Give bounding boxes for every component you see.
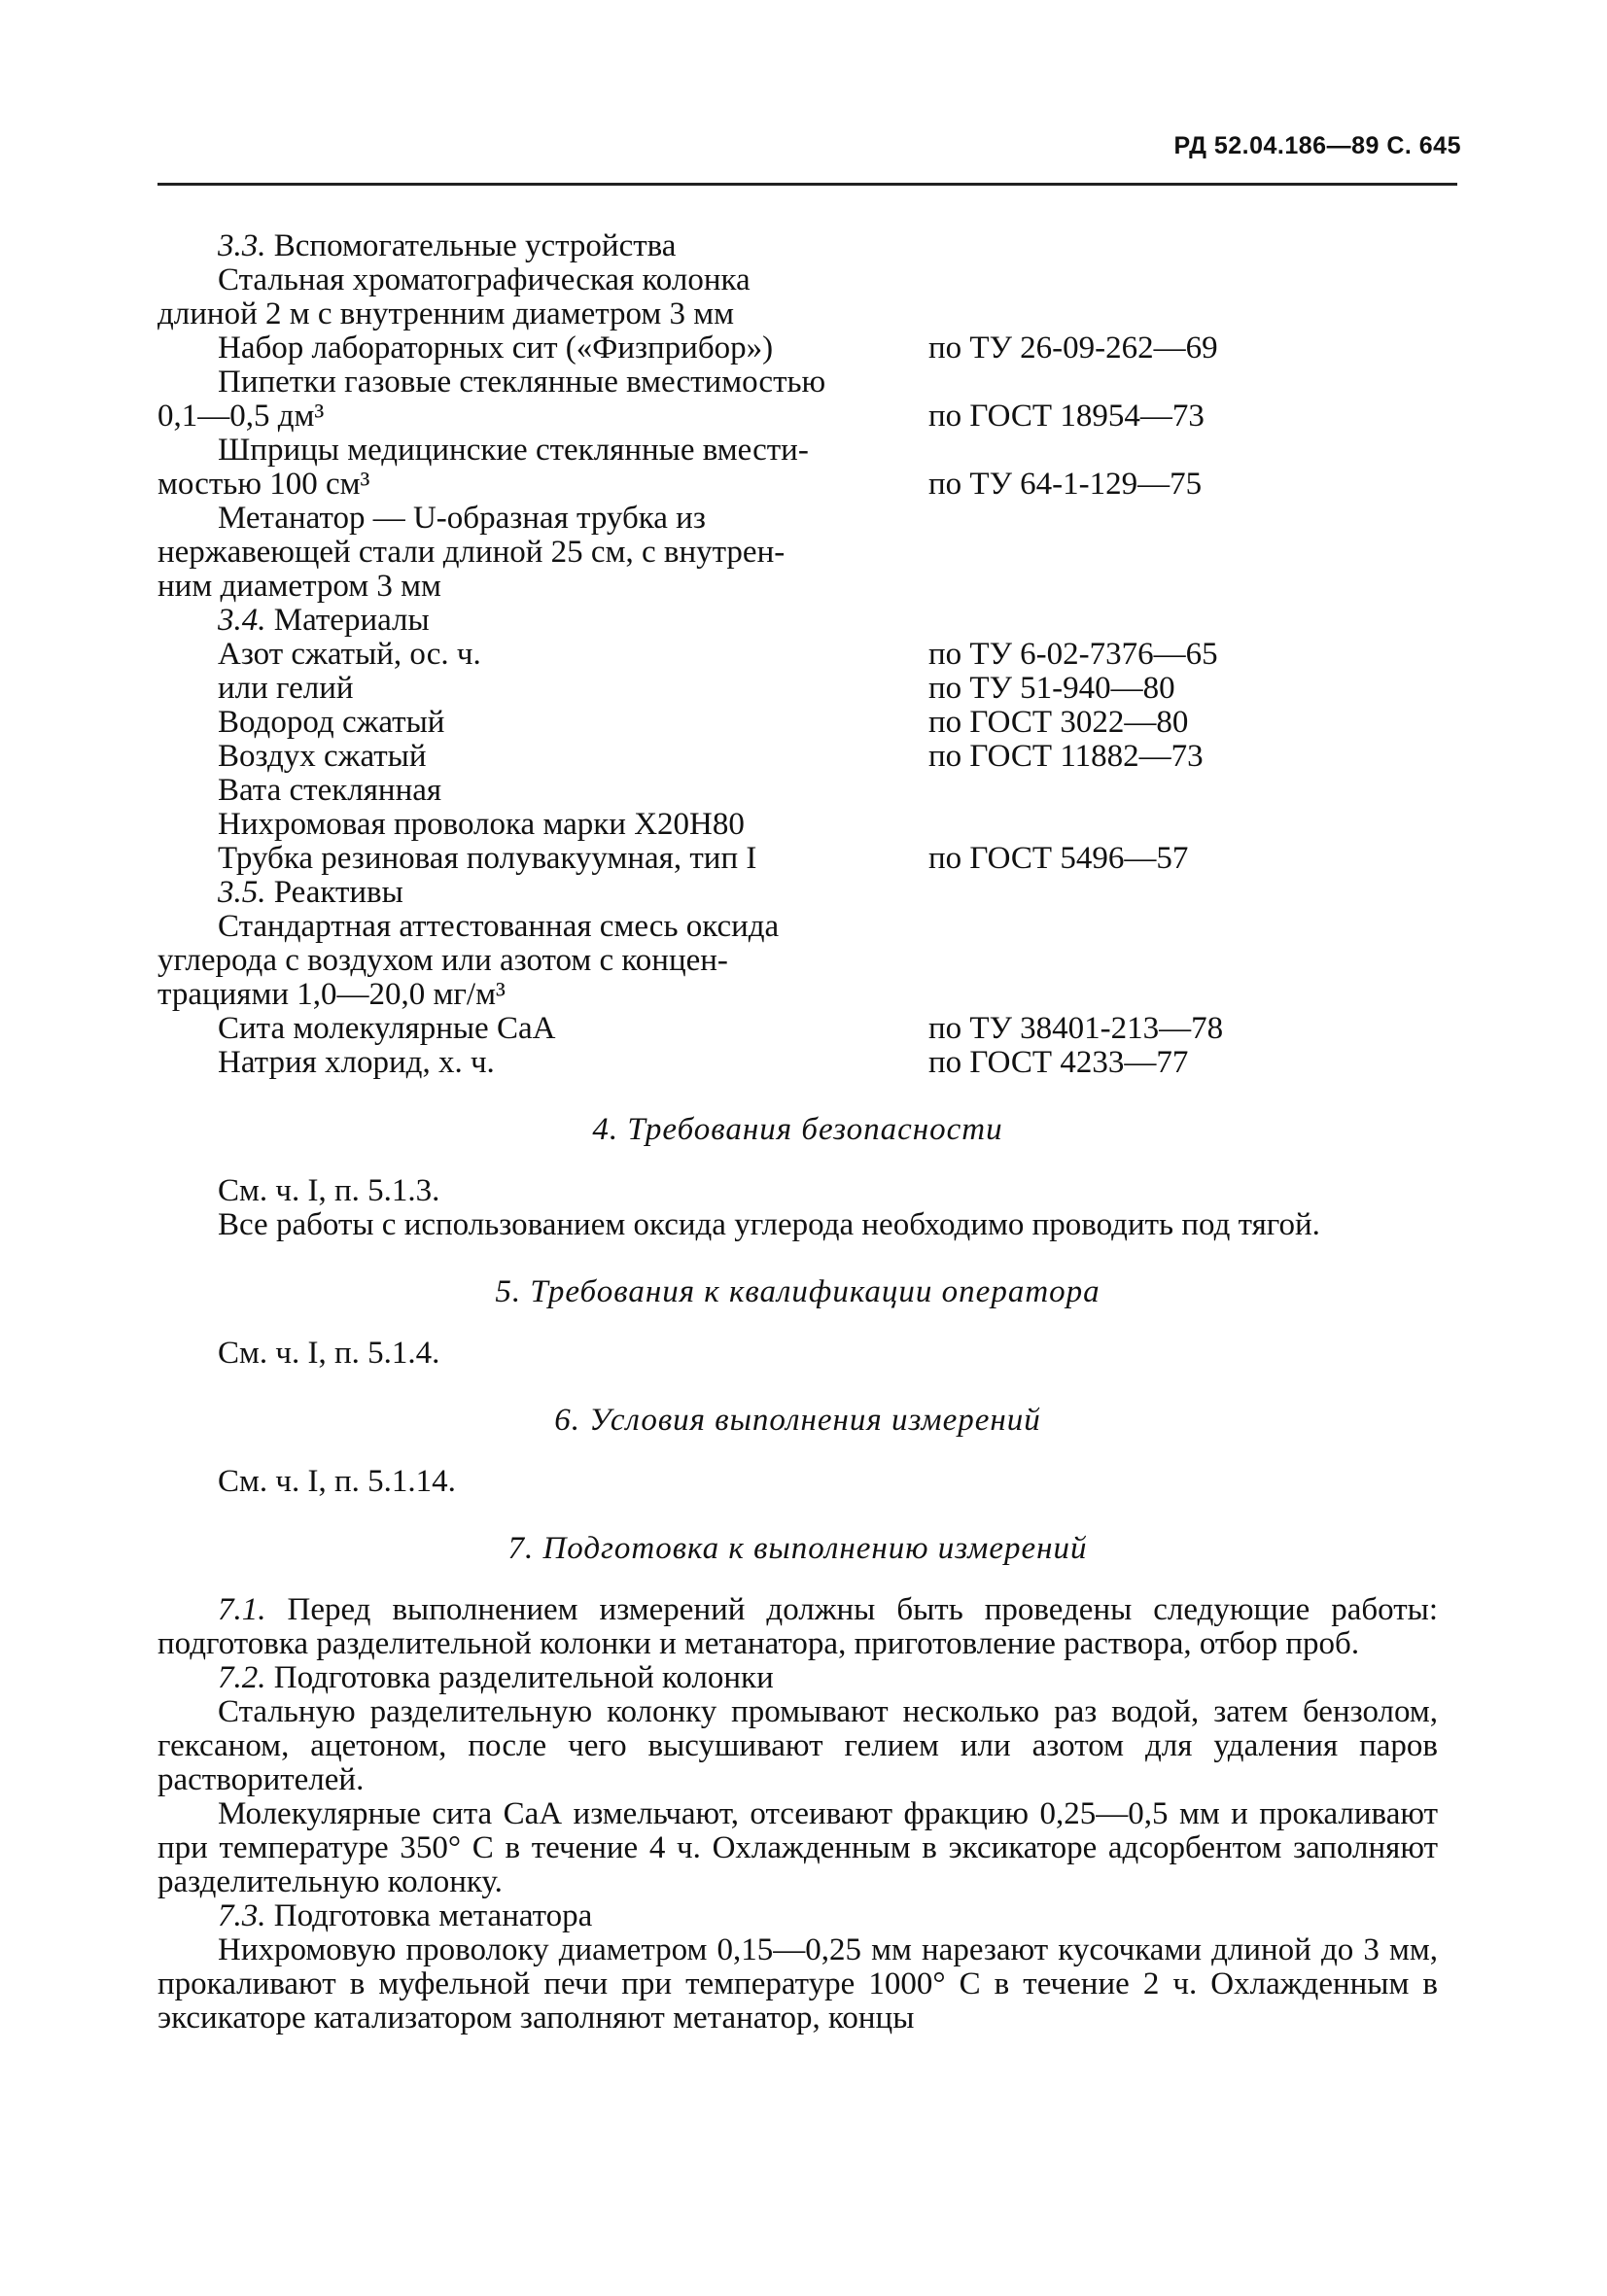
equipment-row xyxy=(157,297,1438,331)
equipment-item-standard: по ТУ 26-09-262—69 xyxy=(928,330,1218,365)
equipment-item-standard: по ТУ 51-940—80 xyxy=(928,671,1175,706)
equipment-row xyxy=(157,638,1438,672)
equipment-row xyxy=(157,876,1438,910)
equipment-row xyxy=(157,1012,1438,1046)
equipment-item-name: или гелий xyxy=(218,671,354,706)
section-7-3-paragraph-a: Нихромовую проволоку диаметром 0,15—0,25 мм нарезают кусочками длиной до 3 мм, прокаливают в муфельной печи при температуре 1000° С в течение 2 ч. Охлажденным в эксикаторе катализатором заполняют метанатор, концы xyxy=(157,1932,1438,2035)
equipment-row xyxy=(157,229,1438,263)
equipment-item-name: Сита молекулярные СаА xyxy=(218,1011,556,1046)
header-rule xyxy=(157,183,1457,186)
equipment-row xyxy=(157,944,1438,978)
equipment-item-name: Шприцы медицинские стеклянные вмести- xyxy=(218,433,809,468)
equipment-row xyxy=(157,910,1438,944)
equipment-row xyxy=(157,1046,1438,1080)
equipment-item-standard: по ТУ 38401-213—78 xyxy=(928,1011,1224,1046)
equipment-item-standard: по ТУ 6-02-7376—65 xyxy=(928,637,1218,672)
equipment-row xyxy=(157,502,1438,536)
equipment-item-standard: по ТУ 64-1-129—75 xyxy=(928,467,1203,502)
equipment-item-name: Трубка резиновая полувакуумная, тип I xyxy=(218,841,757,876)
equipment-row xyxy=(157,263,1438,297)
section-7-3-title xyxy=(157,1899,1438,1933)
section-7-2-title-text: Подготовка разделительной колонки xyxy=(273,1660,774,1695)
equipment-item-name: Азот сжатый, ос. ч. xyxy=(218,637,481,672)
equipment-row xyxy=(157,808,1438,842)
section-7-2-title xyxy=(157,1661,1438,1695)
section-5-p1: См. ч. I, п. 5.1.4. xyxy=(218,1336,440,1371)
equipment-item-name: Набор лабораторных сит («Физприбор») xyxy=(218,330,774,365)
equipment-item-name: Воздух сжатый xyxy=(218,739,427,774)
equipment-row xyxy=(157,365,1438,400)
section-7-3-number: 7.3. xyxy=(218,1898,266,1933)
equipment-item-name: Стандартная аттестованная смесь оксида xyxy=(218,909,780,944)
page-header: РД 52.04.186—89 С. 645 xyxy=(1173,132,1461,159)
equipment-item-name: Вата стеклянная xyxy=(218,773,442,808)
section-7-heading: 7. Подготовка к выполнению измерений xyxy=(507,1531,1088,1566)
equipment-item-name: Нихромовая проволока марки Х20Н80 xyxy=(218,807,745,842)
equipment-row xyxy=(157,672,1438,706)
equipment-row xyxy=(157,570,1438,604)
section-4-p2: Все работы с использованием оксида углерода необходимо проводить под тягой. xyxy=(218,1207,1320,1242)
equipment-item-name: 3.3. Вспомогательные устройства xyxy=(218,228,677,263)
equipment-item-name: ним диаметром 3 мм xyxy=(157,569,441,604)
equipment-item-name: нержавеющей стали длиной 25 см, с внутрен- xyxy=(157,535,786,570)
equipment-item-name: Пипетки газовые стеклянные вместимостью xyxy=(218,365,826,400)
equipment-row xyxy=(157,604,1438,638)
equipment-item-name: длиной 2 м с внутренним диаметром 3 мм xyxy=(157,296,735,331)
equipment-row xyxy=(157,536,1438,570)
section-7-2-number: 7.2. xyxy=(218,1660,266,1695)
equipment-item-standard: по ГОСТ 4233—77 xyxy=(928,1045,1189,1080)
equipment-item-name: трациями 1,0—20,0 мг/м³ xyxy=(157,977,506,1012)
section-5-heading: 5. Требования к квалификации оператора xyxy=(495,1274,1100,1309)
section-7-2-paragraph-b: Молекулярные сита СаА измельчают, отсеивают фракцию 0,25—0,5 мм и прокаливают при температуре 350° С в течение 4 ч. Охлажденным в эксикаторе адсорбентом заполняют разделительную колонку. xyxy=(157,1796,1438,1899)
section-7-1-paragraph xyxy=(157,1593,1438,1661)
section-7-3-title-text: Подготовка метанатора xyxy=(273,1898,593,1933)
equipment-row xyxy=(157,774,1438,808)
section-7-1-text: Перед выполнением измерений должны быть проведены следующие работы: подготовка разделительной колонки и метанатора, приготовление раствора, отбор проб. xyxy=(157,1592,1438,1661)
equipment-item-name: углерода с воздухом или азотом с концен- xyxy=(157,943,728,978)
equipment-row xyxy=(157,842,1438,876)
equipment-item-name: 0,1—0,5 дм³ xyxy=(157,399,325,434)
equipment-row xyxy=(157,468,1438,502)
equipment-item-standard: по ГОСТ 11882—73 xyxy=(928,739,1204,774)
equipment-item-name: Водород сжатый xyxy=(218,705,445,740)
equipment-row xyxy=(157,400,1438,434)
equipment-item-name: 3.5. Реактивы xyxy=(218,875,403,910)
section-4-p1: См. ч. I, п. 5.1.3. xyxy=(218,1173,440,1208)
equipment-row xyxy=(157,331,1438,365)
section-6-heading: 6. Условия выполнения измерений xyxy=(554,1403,1041,1438)
equipment-item-name: Метанатор — U-образная трубка из xyxy=(218,501,706,536)
equipment-row xyxy=(157,434,1438,468)
section-7-2-paragraph-a: Стальную разделительную колонку промывают несколько раз водой, затем бензолом, гексаном, ацетоном, после чего высушивают гелием или азотом для удаления паров растворителей. xyxy=(157,1694,1438,1797)
equipment-item-standard: по ГОСТ 5496—57 xyxy=(928,841,1189,876)
section-4-heading: 4. Требования безопасности xyxy=(592,1112,1003,1147)
section-6-p1: См. ч. I, п. 5.1.14. xyxy=(218,1464,456,1499)
section-7-1-number: 7.1. xyxy=(218,1592,266,1627)
equipment-list xyxy=(157,229,1438,1080)
equipment-item-standard: по ГОСТ 18954—73 xyxy=(928,399,1205,434)
equipment-row xyxy=(157,740,1438,774)
equipment-item-standard: по ГОСТ 3022—80 xyxy=(928,705,1189,740)
equipment-item-name: Натрия хлорид, х. ч. xyxy=(218,1045,495,1080)
page-content xyxy=(157,229,1438,2035)
equipment-row xyxy=(157,978,1438,1012)
equipment-item-name: Стальная хроматографическая колонка xyxy=(218,262,751,297)
equipment-item-name: 3.4. Материалы xyxy=(218,603,430,638)
equipment-item-name: мостью 100 см³ xyxy=(157,467,370,502)
equipment-row xyxy=(157,706,1438,740)
